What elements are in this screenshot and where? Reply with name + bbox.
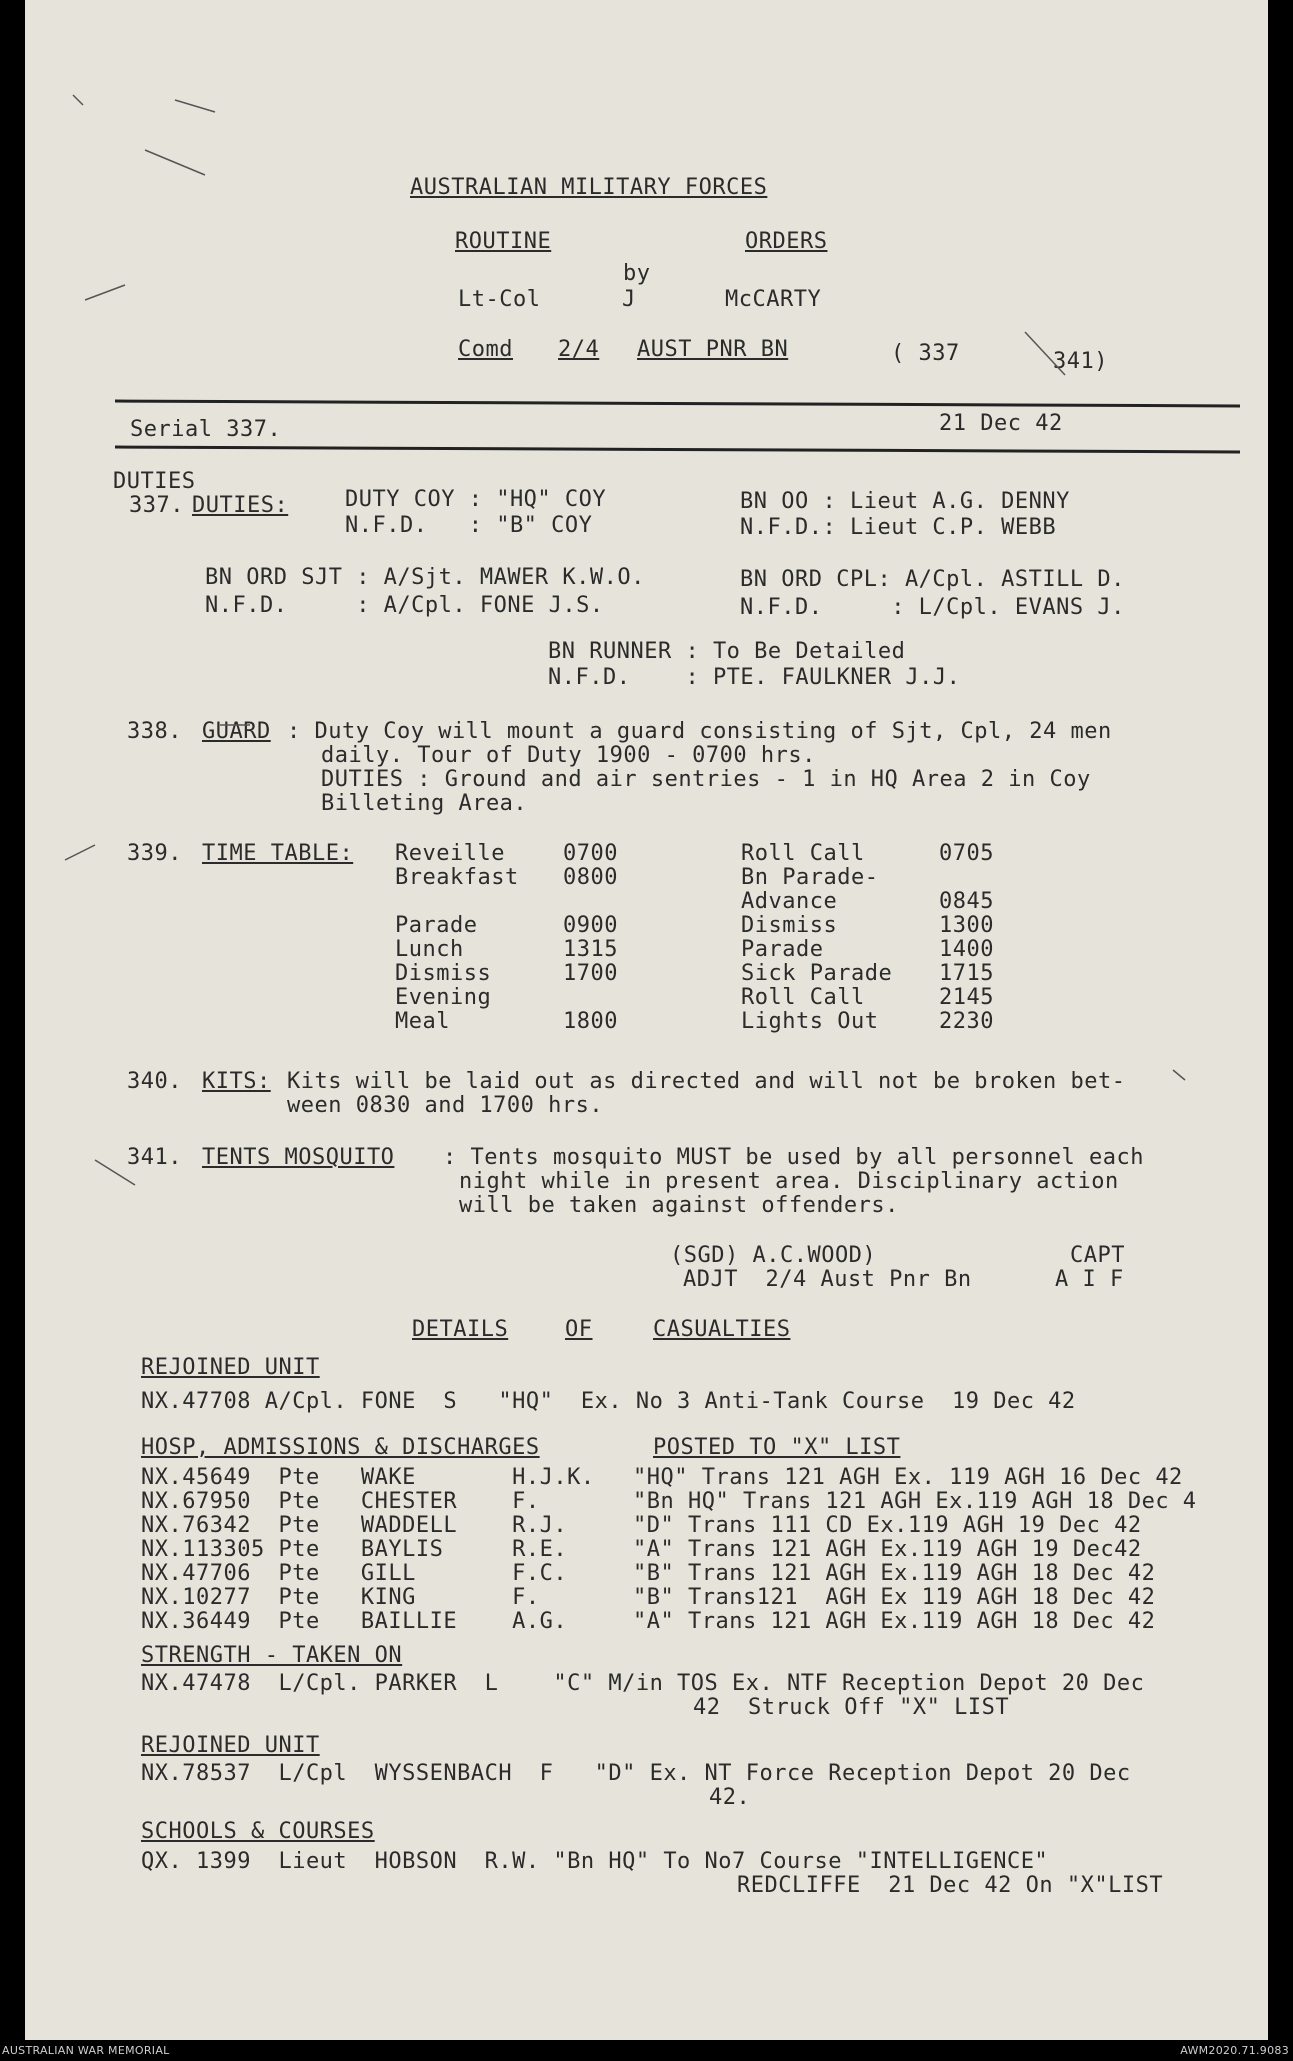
- header-name: McCARTY: [725, 287, 822, 312]
- signature-capt: CAPT: [1070, 1243, 1125, 1268]
- hosp-row-left-0: NX.45649 Pte WAKE H.J.K.: [141, 1465, 595, 1490]
- guard-line4: Billeting Area.: [321, 791, 528, 816]
- duties-row3b: BN ORD CPL: A/Cpl. ASTILL D.: [740, 567, 1125, 592]
- tt-right-label-4: Parade: [741, 937, 824, 962]
- tt-right-label-2: Advance: [741, 889, 838, 914]
- mosquito-num: 341.: [127, 1145, 182, 1170]
- tt-right-time-4: 1400: [939, 937, 994, 962]
- tt-right-label-1: Bn Parade-: [741, 865, 879, 890]
- tt-left-time-3: 1315: [563, 937, 618, 962]
- signature-sgd: (SGD) A.C.WOOD): [670, 1243, 877, 1268]
- serial-label: Serial 337.: [130, 417, 282, 442]
- duties-row2a: N.F.D. : "B" COY: [345, 513, 593, 538]
- tt-right-time-2: 0845: [939, 889, 994, 914]
- kits-line2: ween 0830 and 1700 hrs.: [287, 1093, 604, 1118]
- tt-right-time-3: 1300: [939, 913, 994, 938]
- header-comd: Comd: [458, 337, 513, 362]
- hosp-row-left-2: NX.76342 Pte WADDELL R.J.: [141, 1513, 568, 1538]
- mosquito-title: TENTS MOSQUITO: [202, 1145, 395, 1170]
- tt-right-label-7: Lights Out: [741, 1009, 879, 1034]
- casualties-heading-c: CASUALTIES: [653, 1317, 791, 1342]
- tt-right-label-3: Dismiss: [741, 913, 838, 938]
- tt-left-label-4: Dismiss: [395, 961, 492, 986]
- tt-right-time-0: 0705: [939, 841, 994, 866]
- tt-left-label-2: Parade: [395, 913, 478, 938]
- header-rank: Lt-Col: [458, 287, 541, 312]
- header-initial: J: [622, 287, 636, 312]
- kits-num: 340.: [127, 1069, 182, 1094]
- serial-date: 21 Dec 42: [939, 411, 1063, 436]
- strength-line1: NX.47478 L/Cpl. PARKER L "C" M/in TOS Ex. NTF Reception Depot 20 Dec: [141, 1671, 1145, 1696]
- casualties-heading-a: DETAILS: [412, 1317, 509, 1342]
- rejoined2-title: REJOINED UNIT: [141, 1733, 320, 1758]
- duties-row6: N.F.D. : PTE. FAULKNER J.J.: [548, 665, 961, 690]
- duties-row1a: DUTY COY : "HQ" COY: [345, 487, 607, 512]
- mosquito-line3: will be taken against offenders.: [459, 1193, 899, 1218]
- header-range-open: ( 337: [891, 341, 960, 366]
- tt-right-label-0: Roll Call: [741, 841, 865, 866]
- tt-left-time-0: 0700: [563, 841, 618, 866]
- strength-line2: 42 Struck Off "X" LIST: [693, 1695, 1010, 1720]
- rejoined1-title: REJOINED UNIT: [141, 1355, 320, 1380]
- tt-left-time-6: 1800: [563, 1009, 618, 1034]
- tt-right-time-6: 2145: [939, 985, 994, 1010]
- guard-line1: : Duty Coy will mount a guard consisting of Sjt, Cpl, 24 men: [287, 719, 1112, 744]
- mosquito-line2: night while in present area. Disciplinary action: [459, 1169, 1119, 1194]
- guard-title: GUARD: [202, 719, 271, 744]
- hosp-row-right-5: "B" Trans121 AGH Ex 119 AGH 18 Dec 42: [633, 1585, 1156, 1610]
- duties-row3a: BN ORD SJT : A/Sjt. MAWER K.W.O.: [205, 565, 645, 590]
- schools-line1: QX. 1399 Lieut HOBSON R.W. "Bn HQ" To No7 Course "INTELLIGENCE": [141, 1849, 1049, 1874]
- duties-title: DUTIES:: [192, 493, 289, 518]
- header-orders: ORDERS: [745, 229, 828, 254]
- kits-line1: Kits will be laid out as directed and will not be broken bet-: [287, 1069, 1126, 1094]
- tt-left-label-0: Reveille: [395, 841, 505, 866]
- footer-archive: AUSTRALIAN WAR MEMORIAL: [2, 2044, 170, 2057]
- signature-adjt: ADJT 2/4 Aust Pnr Bn: [683, 1267, 972, 1292]
- duties-row1b: BN OO : Lieut A.G. DENNY: [740, 489, 1070, 514]
- tt-right-label-5: Sick Parade: [741, 961, 893, 986]
- duties-row4a: N.F.D. : A/Cpl. FONE J.S.: [205, 593, 604, 618]
- signature-aif: A I F: [1055, 1267, 1124, 1292]
- tt-right-time-7: 2230: [939, 1009, 994, 1034]
- tt-left-time-2: 0900: [563, 913, 618, 938]
- guard-line2: daily. Tour of Duty 1900 - 0700 hrs.: [321, 743, 816, 768]
- schools-title: SCHOOLS & COURSES: [141, 1819, 375, 1844]
- duties-row4b: N.F.D. : L/Cpl. EVANS J.: [740, 595, 1125, 620]
- mosquito-line1: : Tents mosquito MUST be used by all personnel each: [443, 1145, 1145, 1170]
- hosp-row-right-1: "Bn HQ" Trans 121 AGH Ex.119 AGH 18 Dec 4: [633, 1489, 1197, 1514]
- timetable-title: TIME TABLE:: [202, 841, 354, 866]
- tt-right-time-5: 1715: [939, 961, 994, 986]
- duties-row2b: N.F.D.: Lieut C.P. WEBB: [740, 515, 1057, 540]
- hosp-row-right-0: "HQ" Trans 121 AGH Ex. 119 AGH 16 Dec 42: [633, 1465, 1183, 1490]
- duties-heading: DUTIES: [113, 469, 196, 494]
- header-unit-num: 2/4: [558, 337, 600, 362]
- hosp-row-right-6: "A" Trans 121 AGH Ex.119 AGH 18 Dec 42: [633, 1609, 1156, 1634]
- tt-left-label-1: Breakfast: [395, 865, 519, 890]
- hosp-row-left-6: NX.36449 Pte BAILLIE A.G.: [141, 1609, 568, 1634]
- schools-line2: REDCLIFFE 21 Dec 42 On "X"LIST: [737, 1873, 1164, 1898]
- rejoined2-line1: NX.78537 L/Cpl WYSSENBACH F "D" Ex. NT Force Reception Depot 20 Dec: [141, 1761, 1131, 1786]
- guard-line3: DUTIES : Ground and air sentries - 1 in HQ Area 2 in Coy: [321, 767, 1091, 792]
- header-range-close: 341): [1053, 349, 1108, 374]
- duties-num: 337.: [129, 493, 184, 518]
- strength-title: STRENGTH - TAKEN ON: [141, 1643, 403, 1668]
- header-title: AUSTRALIAN MILITARY FORCES: [410, 175, 768, 200]
- hosp-row-left-5: NX.10277 Pte KING F.: [141, 1585, 540, 1610]
- rejoined1-line: NX.47708 A/Cpl. FONE S "HQ" Ex. No 3 Anti-Tank Course 19 Dec 42: [141, 1389, 1076, 1414]
- tt-left-label-3: Lunch: [395, 937, 464, 962]
- tt-left-time-4: 1700: [563, 961, 618, 986]
- header-routine: ROUTINE: [455, 229, 552, 254]
- hosp-row-right-2: "D" Trans 111 CD Ex.119 AGH 19 Dec 42: [633, 1513, 1142, 1538]
- hosp-row-right-3: "A" Trans 121 AGH Ex.119 AGH 19 Dec42: [633, 1537, 1142, 1562]
- pencil-marks: [25, 0, 1268, 2040]
- casualties-heading-b: OF: [565, 1317, 593, 1342]
- tt-left-label-6: Meal: [395, 1009, 450, 1034]
- footer-ref: AWM2020.71.9083: [1180, 2044, 1289, 2057]
- header-unit-name: AUST PNR BN: [637, 337, 789, 362]
- hosp-row-right-4: "B" Trans 121 AGH Ex.119 AGH 18 Dec 42: [633, 1561, 1156, 1586]
- tt-left-time-1: 0800: [563, 865, 618, 890]
- hosp-row-left-4: NX.47706 Pte GILL F.C.: [141, 1561, 568, 1586]
- document-page: [25, 0, 1268, 2040]
- duties-row5: BN RUNNER : To Be Detailed: [548, 639, 906, 664]
- rejoined2-line2: 42.: [709, 1785, 751, 1810]
- tt-right-label-6: Roll Call: [741, 985, 865, 1010]
- header-by: by: [623, 261, 651, 286]
- kits-title: KITS:: [202, 1069, 271, 1094]
- tt-left-label-5: Evening: [395, 985, 492, 1010]
- hosp-row-left-3: NX.113305 Pte BAYLIS R.E.: [141, 1537, 568, 1562]
- hosp-row-left-1: NX.67950 Pte CHESTER F.: [141, 1489, 540, 1514]
- guard-num: 338.: [127, 719, 182, 744]
- timetable-num: 339.: [127, 841, 182, 866]
- hosp-title: HOSP, ADMISSIONS & DISCHARGES: [141, 1435, 540, 1460]
- posted-title: POSTED TO "X" LIST: [653, 1435, 901, 1460]
